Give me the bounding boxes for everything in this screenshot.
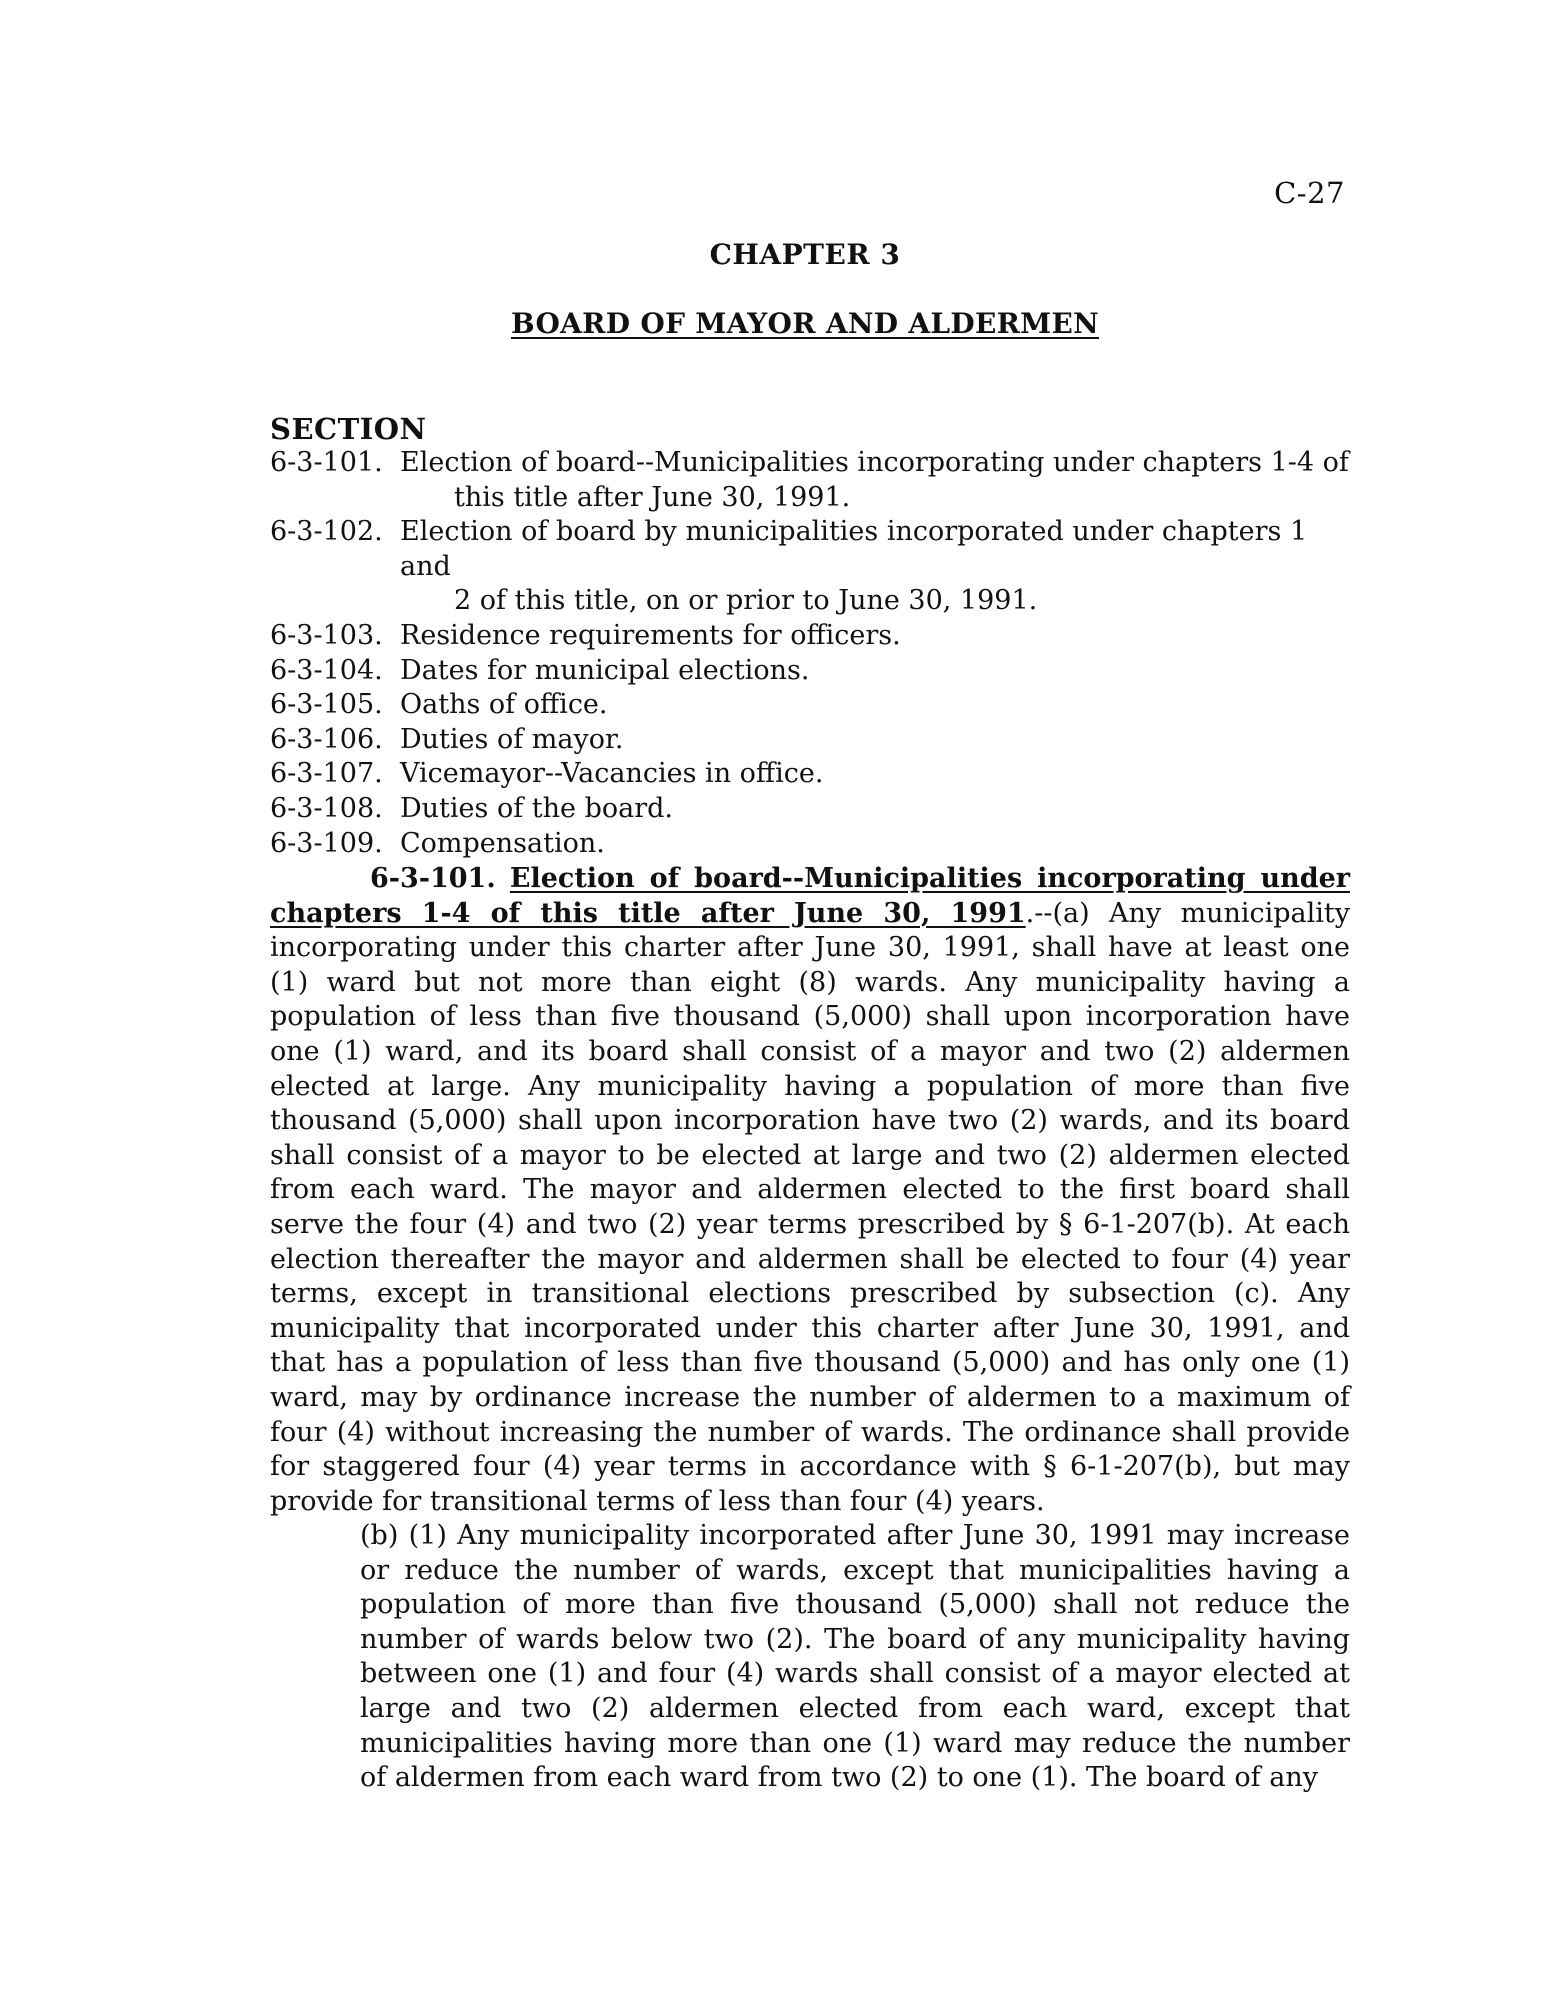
toc-item-title: Dates for municipal elections. xyxy=(400,654,810,686)
toc-item-title-line2: 2 of this title, on or prior to June 30, 1991. xyxy=(454,585,1038,617)
section-heading: SECTION xyxy=(270,412,427,446)
toc-item xyxy=(270,446,1350,515)
toc-item-title xyxy=(400,446,1350,515)
toc-item-number: 6-3-109. xyxy=(270,827,383,859)
toc-item-title xyxy=(400,515,1350,619)
toc-item-title: Vicemayor--Vacancies in office. xyxy=(400,758,824,790)
toc-item-number: 6-3-101. xyxy=(270,447,383,478)
toc-item-number: 6-3-104. xyxy=(270,654,383,686)
page-number: C-27 xyxy=(1274,176,1345,210)
toc-item xyxy=(270,515,1350,619)
toc-item-title: Duties of mayor. xyxy=(400,723,624,755)
toc-item-title: Residence requirements for officers. xyxy=(400,619,901,651)
toc-item-title-line2: this title after June 30, 1991. xyxy=(454,481,851,513)
toc-item xyxy=(270,654,1350,689)
toc-item-title: Duties of the board. xyxy=(400,792,673,824)
section-table-of-contents xyxy=(270,446,1350,861)
toc-item-number: 6-3-105. xyxy=(270,689,383,721)
toc-item-title-line1: Election of board by municipalities incorporated under chapters 1 and xyxy=(400,516,1308,582)
toc-item xyxy=(270,688,1350,723)
chapter-title: CHAPTER 3 xyxy=(709,238,901,271)
section-title: Election of board--Municipalities incorporating under chapters 1-4 of this title after June 30, 1991 xyxy=(270,863,1350,929)
toc-item xyxy=(270,792,1350,827)
toc-item xyxy=(270,827,1350,862)
toc-item xyxy=(270,619,1350,654)
toc-item xyxy=(270,757,1350,792)
chapter-subtitle: BOARD OF MAYOR AND ALDERMEN xyxy=(510,307,1100,340)
toc-item-number: 6-3-108. xyxy=(270,792,383,824)
subsection-b1-text: (b) (1) Any municipality incorporated after June 30, 1991 may increase or reduce the number of wards, except that municipalities having a population of more than five thousand (5,000) shall not reduce the number of wards below two (2). The board of any municipality having between one (1) and four (4) wards shall consist of a mayor elected at large and two (2) aldermen elected from each ward, except that municipalities having more than one (1) ward may reduce the number of aldermen from each ward from two (2) to one (1). The board of any xyxy=(360,1520,1350,1794)
toc-item-number: 6-3-107. xyxy=(270,758,383,790)
section-6-3-101-body xyxy=(270,862,1350,1519)
section-text: .--(a) Any municipality incorporating under this charter after June 30, 1991, shall have at least one (1) ward but not more than eight (8) wards. Any municipality having a population of less than five thousand (5,000) shall upon incorporation have one (1) ward, and its board shall consist of a mayor and two (2) aldermen elected at large. Any municipality having a population of more than five thousand (5,000) shall upon incorporation have two (2) wards, and its board shall consist of a mayor to be elected at large and two (2) aldermen elected from each ward. The mayor and aldermen elected to the first board shall serve the four (4) and two (2) year terms prescribed by § 6-1-207(b). At each election thereafter the mayor and aldermen shall be elected to four (4) year terms, except in transitional elections prescribed by subsection (c). Any municipality that incorporated under this charter after June 30, 1991, and that has a population of less than five thousand (5,000) and has only one (1) ward, may by ordinance increase the number of aldermen to a maximum of four (4) without increasing the number of wards. The ordinance shall provide for staggered four (4) year terms in accordance with § 6-1-207(b), but may provide for transitional terms of less than four (4) years. xyxy=(270,897,1351,1517)
toc-item-number: 6-3-102. xyxy=(270,516,383,548)
toc-item-title-line1: Election of board--Municipalities incorporating under chapters 1-4 of xyxy=(400,447,1349,478)
toc-item xyxy=(270,723,1350,758)
toc-item-number: 6-3-103. xyxy=(270,619,383,651)
toc-item-title: Oaths of office. xyxy=(400,689,608,721)
toc-item-title: Compensation. xyxy=(400,827,605,859)
toc-item-number: 6-3-106. xyxy=(270,723,383,755)
section-number: 6-3-101. xyxy=(370,863,496,894)
